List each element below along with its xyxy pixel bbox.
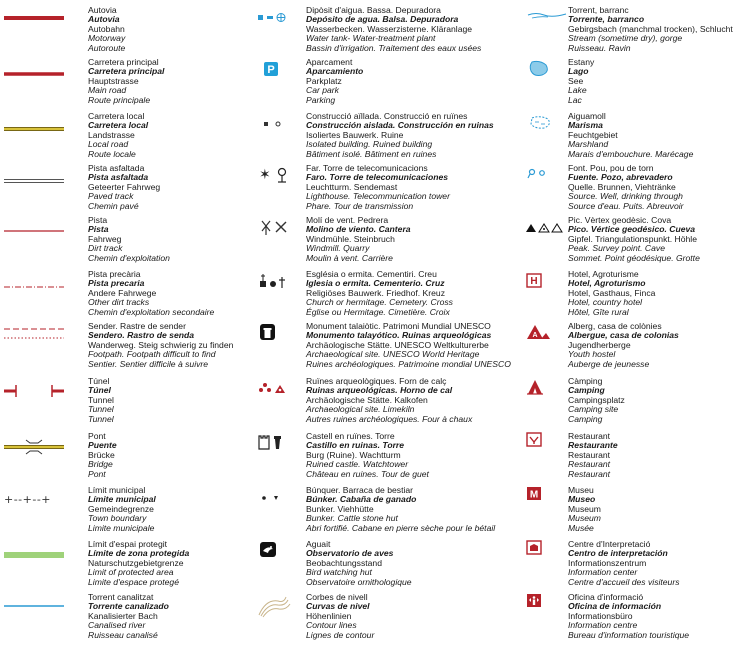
label-english: Bird watching hut xyxy=(306,567,372,578)
label-german: Höhenlinien xyxy=(306,610,352,621)
label-german: Quelle. Brunnen, Viehtränke xyxy=(568,181,676,192)
label-catalan: Torrent canalitzat xyxy=(88,592,154,602)
label-german: Fahrweg xyxy=(88,233,122,244)
label-spanish: Carretera principal xyxy=(88,66,165,77)
label-spanish: Pista asfaltada xyxy=(88,172,149,183)
label-catalan: Pont xyxy=(88,431,106,441)
legend-text xyxy=(88,6,250,53)
label-english: Youth hostel xyxy=(568,349,616,360)
label-spanish: Autovia xyxy=(88,14,120,25)
label-german: Andere Fahrwege xyxy=(88,287,157,298)
label-english: Lake xyxy=(568,85,587,96)
label-catalan: Carretera local xyxy=(88,111,145,121)
legend-text xyxy=(88,270,250,317)
label-spanish: Torrente canalizado xyxy=(88,601,169,612)
label-catalan: Càmping xyxy=(568,376,603,386)
label-spanish: Construcción aislada. Construcción en ruinas xyxy=(306,120,494,131)
label-spanish: Centro de interpretación xyxy=(568,548,668,559)
label-catalan: Aguait xyxy=(306,539,331,549)
svg-text:P: P xyxy=(267,64,275,76)
label-german: Leuchtturm. Sendemast xyxy=(306,181,398,192)
legend-text xyxy=(88,540,250,587)
legend-text xyxy=(306,540,520,587)
label-spanish: Fuente. Pozo, abrevadero xyxy=(568,172,673,183)
label-english: Windmill. Quarry xyxy=(306,243,370,254)
label-french: Moulin à vent. Carrière xyxy=(306,252,393,263)
label-english: Archaeological site. UNESCO World Heritage xyxy=(306,349,480,360)
label-german: Informationsbüro xyxy=(568,610,633,621)
label-spanish: Museo xyxy=(568,494,596,505)
label-french: Lac xyxy=(568,94,582,105)
label-german: Gipfel. Triangulationspunkt. Höhle xyxy=(568,233,697,244)
label-german: Kanalisierter Bach xyxy=(88,610,158,621)
label-catalan: Torrent, barranc xyxy=(568,5,629,15)
legend-text xyxy=(568,164,750,211)
label-english: Archaeological site. Limekiln xyxy=(306,404,415,415)
label-english: Main road xyxy=(88,85,127,96)
label-english: Church or hermitage. Cemetery. Cross xyxy=(306,297,453,308)
label-english: Car park xyxy=(306,85,339,96)
pista-asfaltada-icon xyxy=(4,172,76,222)
label-french: Auberge de jeunesse xyxy=(568,358,650,369)
label-catalan: Oficina d'informació xyxy=(568,592,644,602)
legend-text xyxy=(568,486,750,533)
legend-text xyxy=(88,112,250,159)
label-german: Autobahn xyxy=(88,23,125,34)
legend-text xyxy=(568,540,750,587)
label-catalan: Pista asfaltada xyxy=(88,163,145,173)
label-english: Stream (sometime dry), gorge xyxy=(568,33,683,44)
pista-precaria-icon xyxy=(4,278,76,328)
legend-text xyxy=(306,486,520,533)
label-french: Chemin d'exploitation secondaire xyxy=(88,306,215,317)
legend-text xyxy=(306,216,520,263)
pista-icon xyxy=(4,222,76,272)
label-french: Observatoire ornithologique xyxy=(306,576,412,587)
tunel-icon xyxy=(4,382,76,432)
legend-text xyxy=(88,593,250,640)
label-french: Bâtiment isolé. Bâtiment en ruines xyxy=(306,148,437,159)
label-spanish: Sendero. Rastro de senda xyxy=(88,330,195,341)
label-french: Abri fortifié. Cabane en pierre sèche pour le bétail xyxy=(306,522,496,533)
label-english: Contour lines xyxy=(306,620,357,631)
label-french: Château en ruines. Tour de guet xyxy=(306,468,429,479)
legend-text xyxy=(306,112,520,159)
label-catalan: Monument talaiòtic. Patrimoni Mundial UNESCO xyxy=(306,321,491,331)
label-french: Chemin d'exploitation xyxy=(88,252,170,263)
label-catalan: Pic. Vèrtex geodèsic. Cova xyxy=(568,215,672,225)
label-catalan: Església o ermita. Cementiri. Creu xyxy=(306,269,437,279)
label-spanish: Restaurante xyxy=(568,440,618,451)
label-english: Bunker. Cattle stone hut xyxy=(306,513,398,524)
sender-icon xyxy=(4,324,76,374)
label-french: Sommet. Point géodésique. Grotte xyxy=(568,252,700,263)
label-english: Isolated building. Ruined building xyxy=(306,139,433,150)
label-french: Route locale xyxy=(88,148,136,159)
label-english: Information centre xyxy=(568,620,638,631)
label-german: Archäologische Stätte. Kalkofen xyxy=(306,394,428,405)
label-english: Museum xyxy=(568,513,601,524)
limit-municipal-icon xyxy=(4,491,76,541)
label-spanish: Puente xyxy=(88,440,117,451)
label-spanish: Túnel xyxy=(88,385,111,396)
label-german: Gebirgsbach (manchmal trocken), Schlucht xyxy=(568,23,733,34)
label-german: Restaurant xyxy=(568,449,611,460)
legend-text xyxy=(306,58,520,105)
label-german: Isoliertes Bauwerk. Ruine xyxy=(306,129,404,140)
legend-text xyxy=(568,377,750,424)
legend-text xyxy=(306,432,520,479)
label-french: Parking xyxy=(306,94,336,105)
label-german: Landstrasse xyxy=(88,129,135,140)
legend-text xyxy=(306,270,520,317)
label-french: Hôtel, Gîte rural xyxy=(568,306,629,317)
label-french: Ruisseau canalisé xyxy=(88,629,158,640)
label-french: Ruisseau. Ravin xyxy=(568,42,631,53)
label-french: Bureau d'information touristique xyxy=(568,629,690,640)
label-english: Restaurant xyxy=(568,459,611,470)
label-english: Motorway xyxy=(88,33,126,44)
label-french: Source d'eau. Puits. Abreuvoir xyxy=(568,200,684,211)
label-spanish: Lago xyxy=(568,66,589,77)
label-spanish: Camping xyxy=(568,385,605,396)
svg-text:H: H xyxy=(530,276,538,287)
legend-text xyxy=(306,6,520,53)
label-english: Hotel, country hotel xyxy=(568,297,643,308)
label-english: Source. Well, drinking through xyxy=(568,191,683,202)
label-french: Autres ruines archéologiques. Four à chaux xyxy=(306,413,473,424)
legend-text xyxy=(568,593,750,640)
legend-text xyxy=(568,58,750,105)
label-spanish: Búnker. Cabaña de ganado xyxy=(306,494,417,505)
label-catalan: Corbes de nivell xyxy=(306,592,368,602)
label-english: Other dirt tracks xyxy=(88,297,150,308)
label-german: Hauptstrasse xyxy=(88,75,139,86)
label-catalan: Castell en ruïnes. Torre xyxy=(306,431,395,441)
label-catalan: Autovia xyxy=(88,5,117,15)
label-english: Camping site xyxy=(568,404,619,415)
svg-text:A: A xyxy=(532,332,538,339)
label-french: Lignes de contour xyxy=(306,629,375,640)
label-spanish: Pista xyxy=(88,224,109,235)
label-german: Parkplatz xyxy=(306,75,342,86)
label-catalan: Molí de vent. Pedrera xyxy=(306,215,389,225)
legend-text xyxy=(568,216,750,263)
autovia-icon xyxy=(4,9,76,59)
label-german: Jugendherberge xyxy=(568,339,631,350)
legend-text xyxy=(88,58,250,105)
legend-text xyxy=(568,6,750,53)
label-german: Bunker. Viehhütte xyxy=(306,503,374,514)
legend-text xyxy=(88,486,250,533)
label-french: Bassin d'irrigation. Traitement des eaux usées xyxy=(306,42,482,53)
label-german: Gemeindegrenze xyxy=(88,503,154,514)
label-english: Information center xyxy=(568,567,638,578)
label-french: Chemin pavé xyxy=(88,200,139,211)
label-spanish: Curvas de nivel xyxy=(306,601,370,612)
label-english: Paved track xyxy=(88,191,134,202)
label-spanish: Límite municipal xyxy=(88,494,156,505)
label-spanish: Observatorio de aves xyxy=(306,548,394,559)
legend-text xyxy=(306,164,520,211)
label-catalan: Túnel xyxy=(88,376,110,386)
label-catalan: Sender. Rastre de sender xyxy=(88,321,186,331)
legend-text xyxy=(568,270,750,317)
label-spanish: Hotel, Agroturismo xyxy=(568,278,646,289)
label-french: Tunnel xyxy=(88,413,114,424)
svg-text:M: M xyxy=(529,489,539,501)
label-catalan: Estany xyxy=(568,57,595,67)
label-catalan: Ruïnes arqueològiques. Forn de calç xyxy=(306,376,447,386)
label-catalan: Aparcament xyxy=(306,57,353,67)
label-french: Sentier. Sentier difficile à suivre xyxy=(88,358,209,369)
legend-text xyxy=(88,377,250,424)
label-german: See xyxy=(568,75,584,86)
espai-protegit-icon xyxy=(4,546,76,596)
label-german: Windmühle. Steinbruch xyxy=(306,233,395,244)
carretera-local-icon xyxy=(4,120,76,170)
svg-text:✶: ✶ xyxy=(259,167,271,183)
label-catalan: Carretera principal xyxy=(88,57,159,67)
label-french: Limite d'espace protegé xyxy=(88,576,179,587)
label-spanish: Marisma xyxy=(568,120,603,131)
label-spanish: Aparcamiento xyxy=(306,66,364,77)
label-catalan: Restaurant xyxy=(568,431,611,441)
label-english: Bridge xyxy=(88,459,113,470)
label-french: Route principale xyxy=(88,94,151,105)
label-catalan: Museu xyxy=(568,485,594,495)
label-english: Water tank- Water-treatment plant xyxy=(306,33,436,44)
label-catalan: Dipòsit d'aigua. Bassa. Depuradora xyxy=(306,5,441,15)
label-catalan: Límit municipal xyxy=(88,485,146,495)
label-catalan: Aiguamoll xyxy=(568,111,606,121)
label-english: Footpath. Footpath difficult to find xyxy=(88,349,216,360)
label-german: Campingsplatz xyxy=(568,394,625,405)
label-german: Wasserbecken. Wasserzisterne. Kläranlage xyxy=(306,23,473,34)
label-german: Archäologische Stätte. UNESCO Weltkulturerbe xyxy=(306,339,489,350)
label-german: Wanderweg. Steig schwierig zu finden xyxy=(88,339,234,350)
legend-text xyxy=(88,216,250,263)
label-spanish: Albergue, casa de colonias xyxy=(568,330,679,341)
label-german: Feuchtgebiet xyxy=(568,129,618,140)
label-catalan: Límit d'espai protegit xyxy=(88,539,168,549)
label-german: Beobachtungsstand xyxy=(306,557,382,568)
label-french: Phare. Tour de transmission xyxy=(306,200,414,211)
label-catalan: Font. Pou, pou de torn xyxy=(568,163,654,173)
label-french: Pont xyxy=(88,468,106,479)
label-spanish: Pista precaria xyxy=(88,278,145,289)
torrent-canalitzat-icon xyxy=(4,597,76,647)
label-english: Local road xyxy=(88,139,129,150)
label-spanish: Pico. Vértice geodésico. Cueva xyxy=(568,224,696,235)
label-spanish: Monumento talayótico. Ruinas arqueológicas xyxy=(306,330,492,341)
label-spanish: Carretera local xyxy=(88,120,149,131)
label-spanish: Iglesia o ermita. Cementerio. Cruz xyxy=(306,278,445,289)
label-catalan: Búnquer. Barraca de bestiar xyxy=(306,485,414,495)
pont-icon xyxy=(4,436,76,486)
legend-text xyxy=(88,322,250,369)
label-spanish: Faro. Torre de telecomunicaciones xyxy=(306,172,448,183)
label-english: Ruined castle. Watchtower xyxy=(306,459,409,470)
label-catalan: Far. Torre de telecomunicacions xyxy=(306,163,428,173)
legend-text xyxy=(306,593,520,640)
label-catalan: Alberg, casa de colònies xyxy=(568,321,662,331)
label-french: Musée xyxy=(568,522,594,533)
label-german: Religiöses Bauwerk. Friedhof. Kreuz xyxy=(306,287,445,298)
label-spanish: Torrente, barranco xyxy=(568,14,645,25)
legend-text xyxy=(568,432,750,479)
label-catalan: Pista xyxy=(88,215,108,225)
legend-text xyxy=(88,432,250,479)
legend-text xyxy=(306,377,520,424)
label-german: Hotel, Gasthaus, Finca xyxy=(568,287,656,298)
label-english: Canalised river xyxy=(88,620,146,631)
label-german: Informationszentrum xyxy=(568,557,647,568)
label-catalan: Pista precària xyxy=(88,269,141,279)
label-french: Limite municipale xyxy=(88,522,155,533)
label-french: Centre d'accueil des visiteurs xyxy=(568,576,680,587)
label-english: Limit of protected area xyxy=(88,567,174,578)
label-german: Tunnel xyxy=(88,394,114,405)
label-spanish: Oficina de información xyxy=(568,601,662,612)
label-french: Restaurant xyxy=(568,468,611,479)
label-german: Burg (Ruine). Wachtturm xyxy=(306,449,401,460)
svg-text:+--+--+: +--+--+ xyxy=(4,493,52,506)
label-english: Lighthouse. Telecommunication tower xyxy=(306,191,450,202)
label-german: Brücke xyxy=(88,449,115,460)
label-spanish: Límite de zona protegida xyxy=(88,548,190,559)
legend-text xyxy=(88,164,250,211)
label-german: Museum xyxy=(568,503,601,514)
legend-text xyxy=(306,322,520,369)
label-catalan: Construcció aïllada. Construcció en ruïnes xyxy=(306,111,468,121)
label-german: Naturschutzgebietgrenze xyxy=(88,557,184,568)
label-catalan: Centre d'Interpretació xyxy=(568,539,651,549)
carretera-principal-icon xyxy=(4,65,76,115)
label-french: Autoroute xyxy=(88,42,126,53)
label-english: Peak. Survey point. Cave xyxy=(568,243,665,254)
label-french: Marais d'embouchure. Marécage xyxy=(568,148,694,159)
label-english: Dirt track xyxy=(88,243,123,254)
label-english: Town boundary xyxy=(88,513,147,524)
label-spanish: Molino de viento. Cantera xyxy=(306,224,411,235)
label-german: Geteerter Fahrweg xyxy=(88,181,161,192)
label-french: Église ou Hermitage. Cimetière. Croix xyxy=(306,306,450,317)
label-spanish: Ruinas arqueológicas. Horno de cal xyxy=(306,385,453,396)
label-catalan: Hotel, Agroturisme xyxy=(568,269,639,279)
label-spanish: Depósito de agua. Balsa. Depuradora xyxy=(306,14,459,25)
label-english: Tunnel xyxy=(88,404,114,415)
label-french: Ruines archéologiques. Patrimoine mondial UNESCO xyxy=(306,358,511,369)
legend-text xyxy=(568,112,750,159)
legend-text xyxy=(568,322,750,369)
label-english: Marshland xyxy=(568,139,609,150)
label-french: Camping xyxy=(568,413,603,424)
label-spanish: Castillo en ruinas. Torre xyxy=(306,440,405,451)
